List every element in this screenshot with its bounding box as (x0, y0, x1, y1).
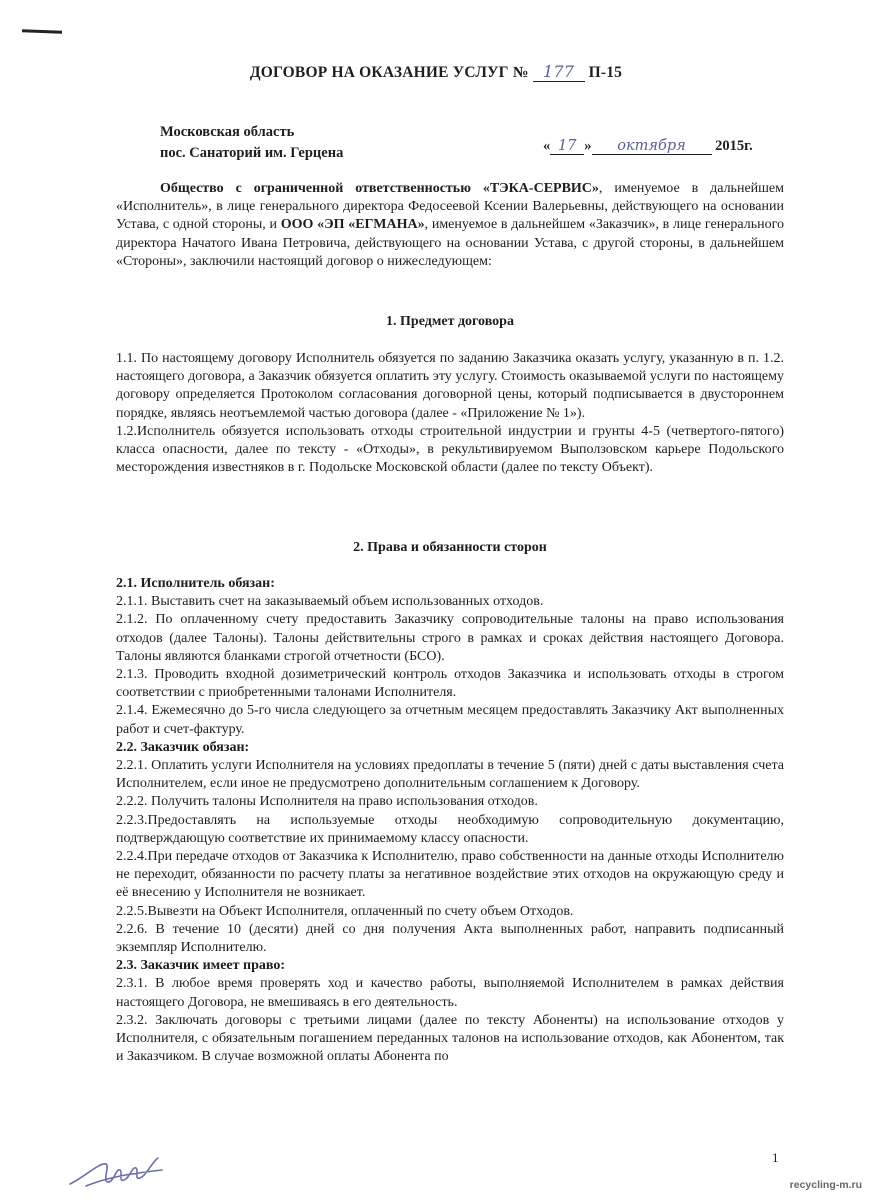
clause-2-1-2: 2.1.2. По оплаченному счету предоставить Заказчику сопроводительные талоны на право использования отходов (далее Талоны). Талоны действительны строго в рамках и сроках действия настоящего Договора. Талоны являются бланками строгой отчетности (БСО). (116, 612, 784, 664)
date-close-quote: » (584, 138, 592, 154)
clause-2-2-2: 2.2.2. Получить талоны Исполнителя на право использования отходов. (116, 794, 538, 810)
preamble-text-1: , именуемое в дальнейшем «Исполнитель», в лице генерального директора Федосеевой Ксении Валерьевны, действующего на основании Устава, с одной стороны, и (116, 181, 784, 233)
clause-2-3-2: 2.3.2. Заключать договоры с третьими лицами (далее по тексту Абоненты) на использование отходов у Исполнителя, с обязательным погашением переданных талонов на использование отходов, как Абонентом, так и Заказчиком. В случае возможной оплаты Абонента по (116, 1012, 784, 1065)
clause-2-2-1: 2.2.1. Оплатить услуги Исполнителя на условиях предоплаты в течение 5 (пяти) дней с даты выставления счета Исполнителем, если иное не предусмотрено дополнительным соглашением к Договору. (116, 758, 784, 792)
date-day-handwritten: 17 (550, 138, 584, 155)
subsection-2-2-heading: 2.2. Заказчик обязан: (116, 739, 250, 755)
title-prefix: ДОГОВОР НА ОКАЗАНИЕ УСЛУГ № (249, 64, 529, 81)
clause-2-2-6: 2.2.6. В течение 10 (десяти) дней со дня получения Акта выполненных работ, направить подписанный экземпляр Исполнителю. (116, 921, 784, 956)
place-block (160, 122, 343, 164)
date-year: 2015г. (715, 138, 753, 154)
clause-2-3-1: 2.3.1. В любое время проверять ход и качество работы, выполняемой Исполнителем в рамках действия настоящего Договора, не вмешиваясь в его деятельность. (116, 976, 784, 1010)
clause-1-1: 1.1. По настоящему договору Исполнитель обязуется по заданию Заказчика оказать услугу, указанную в п. 1.2. настоящего договора, а Заказчик обязуется оплатить эту услугу. Стоимость оказываемой услуги по настоящему договору определяется Протоколом согласования договорной цены, который подписывается в двустороннем порядке, являясь неотъемлемой частью договора (далее - «Приложение № 1»). (116, 351, 784, 421)
page-number: 1 (772, 1150, 779, 1165)
clause-2-1-4: 2.1.4. Ежемесячно до 5-го числа следующего за отчетным месяцем предоставлять Заказчику Акт выполненных работ и счет-фактуру. (116, 703, 784, 737)
clause-1-2: 1.2.Исполнитель обязуется использовать отходы строительной индустрии и грунты 4-5 (четвертого-пятого) класса опасности, далее по тексту - «Отходы», в рекультивируемом Выползовском карьере Подольского месторождения известняков в г. Подольске Московской области (далее по тексту Объект). (116, 423, 784, 476)
clause-2-1-3: 2.1.3. Проводить входной дозиметрический контроль отходов Заказчика и использовать отходы в строгом соответствии с приобретенными талонами Исполнителя. (116, 667, 784, 701)
clause-2-2-4: 2.2.4.При передаче отходов от Заказчика к Исполнителю, право собственности на данные отходы Исполнителю не переходит, обязанности по расчету платы за негативное воздействие этих отходов на окружающую среду и её внесению у Исполнителя не возникает. (116, 849, 784, 901)
date-month-handwritten: октября (592, 138, 712, 155)
contract-title (0, 62, 872, 82)
section-2-body (116, 575, 784, 1066)
watermark: recycling-m.ru (789, 1179, 862, 1191)
subsection-2-3-heading: 2.3. Заказчик имеет право: (116, 958, 286, 974)
executor-company: Общество с ограниченной ответственностью «ТЭКА-СЕРВИС» (160, 181, 599, 196)
preamble-paragraph (116, 180, 784, 271)
customer-company: ООО «ЭП «ЕГМАНА» (280, 217, 425, 233)
signature-icon (66, 1148, 166, 1192)
subsection-2-1-heading: 2.1. Исполнитель обязан: (116, 576, 275, 591)
clause-2-2-3: 2.2.3.Предоставлять на используемые отходы необходимую сопроводительную документацию, подтверждающую соответствие их принимаемому классу опасности. (116, 812, 784, 846)
place-region: Московская область (160, 124, 295, 140)
contract-number-handwritten: 177 (533, 62, 585, 82)
clause-2-2-5: 2.2.5.Вывезти на Объект Исполнителя, оплаченный по счету объем Отходов. (116, 903, 574, 919)
section-1-body (116, 350, 784, 477)
preamble-text-2: , именуемое в дальнейшем «Заказчик», в лице генерального директора Начатого Ивана Петровича, действующего на основании Устава, с другой стороны, в дальнейшем «Стороны», заключили настоящий договор о нижеследующем: (116, 217, 784, 269)
preamble (116, 180, 784, 271)
title-suffix: П-15 (588, 64, 623, 81)
place-settlement: пос. Санаторий им. Герцена (160, 145, 344, 161)
clause-2-1-1: 2.1.1. Выставить счет на заказываемый объем использованных отходов. (116, 594, 544, 610)
section-2-heading: 2. Права и обязанности сторон (353, 540, 547, 555)
section-1-heading: 1. Предмет договора (386, 314, 514, 329)
contract-date (543, 138, 753, 155)
scan-mark (22, 29, 62, 33)
date-open-quote: « (543, 138, 551, 154)
